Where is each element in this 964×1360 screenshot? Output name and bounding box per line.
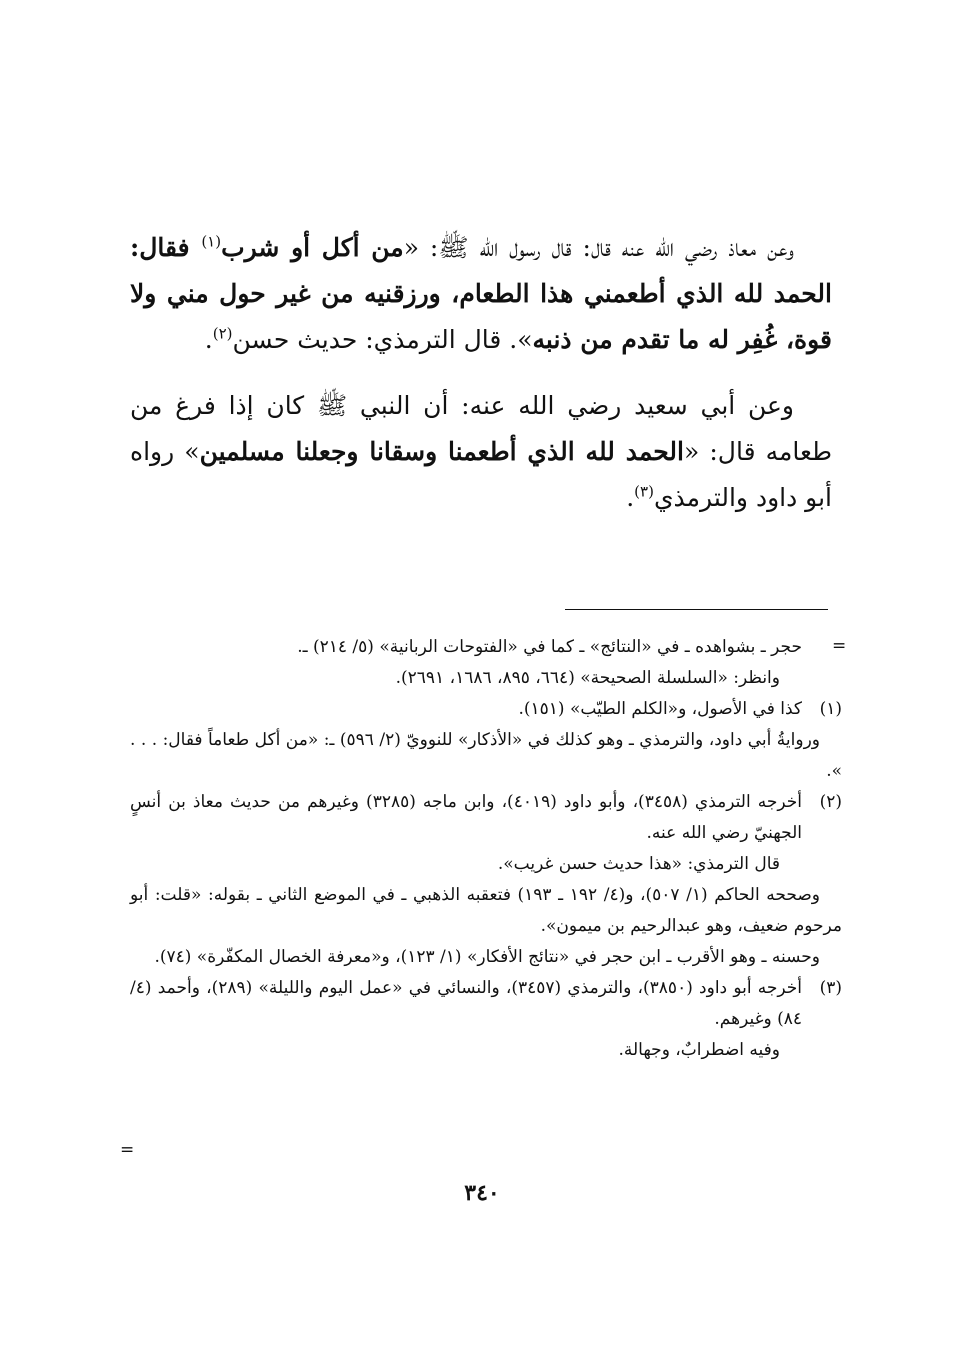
footnote-line: قال الترمذي: «هذا حديث حسن غريب».	[497, 854, 780, 874]
footnote-reference[interactable]: (٣)	[634, 482, 654, 501]
footnote-number: (٣)	[819, 978, 842, 998]
text-segment: ». قال الترمذي: حديث حسن	[232, 325, 533, 354]
hadith-quote: الحمد لله الذي أطعمني هذا الطعام، ورزقنيه من غير حول مني ولا قوة، غُفِر له ما تقدم من ذنبه	[130, 279, 832, 354]
footnote-line: أخرجه أبو داود (٣٨٥٠)، والترمذي (٣٤٥٧)، والنسائي في «عمل اليوم والليلة» (٢٨٩)، وأحمد (٤/ ٨٤) وغيرهم.	[130, 978, 802, 1029]
footnote-2	[130, 787, 842, 849]
footnote-reference[interactable]: (١)	[201, 232, 222, 251]
footnote-line: كذا في الأصول، و«الكلم الطيّب» (١٥١).	[518, 699, 802, 719]
footnote-reference[interactable]: (٢)	[212, 324, 233, 343]
continuation-mark-bottom: =	[120, 1140, 135, 1160]
footnotes	[130, 632, 842, 1066]
footnote-line: وصححه الحاكم (١/ ٥٠٧)، و(٤/ ١٩٢ ـ ١٩٣) فتعقبه الذهبي ـ في الموضع الثاني ـ بقوله: «قلت: أبو مرحوم ضعيف، وهو عبدالرحيم بن ميمون».	[130, 885, 842, 936]
footnote-line: وروايةُ أبي داود، والترمذي ـ وهو كذلك في «الأذكار» للنوويّ (٢/ ٥٩٦) ـ: «من أكل طعاماً فقال: . . . ».	[130, 730, 842, 781]
hadith-quote: من أكل أو شرب	[221, 233, 404, 262]
hadith-quote: فقال:	[130, 233, 202, 262]
text-segment: وعن أبي سعيد رضي الله عنه: أن النبي ﷺ كان إذا فرغ من طعامه قال: «	[130, 391, 832, 466]
footnote-line: أخرجه الترمذي (٣٤٥٨)، وأبو داود (٤٠١٩)، وابن ماجه (٣٢٨٥) وغيرهم من حديث معاذ بن أنسٍ الجهنيّ رضي الله عنه.	[130, 792, 802, 843]
footnote-line: وفيه اضطرابٌ، وجهالة.	[618, 1040, 780, 1060]
footnote-number: (١)	[819, 699, 842, 719]
text-segment: » رواه أبو داود والترمذي	[130, 437, 832, 512]
footnote-3-paragraph	[130, 1035, 842, 1066]
footnote-number: (٢)	[819, 792, 842, 812]
page-number: ٣٤٠	[464, 1180, 500, 1206]
text-segment: وعن معاذ رضي الله عنه قال: قال رسول الله ﷺ: «	[403, 233, 795, 262]
footnote-3	[130, 973, 842, 1035]
footnote-1	[130, 694, 842, 725]
footnote-1-paragraph	[130, 725, 842, 787]
footnote-2-paragraph	[130, 880, 842, 942]
continuation-mark-top: =	[832, 636, 847, 656]
text-segment: .	[626, 483, 635, 512]
footnote-2-paragraph	[130, 849, 842, 880]
hadith-paragraph-abu-said	[130, 383, 832, 521]
footnote-line: حجر ـ بشواهده ـ في «النتائج» ـ كما في «الفتوحات الربانية» (٥/ ٢١٤) ـ.	[297, 637, 802, 657]
footnote-separator	[565, 609, 828, 610]
hadith-quote: الحمد لله الذي أطعمنا وسقانا وجعلنا مسلمين	[199, 437, 684, 466]
hadith-paragraph-muadh	[130, 225, 832, 363]
footnote-continuation	[130, 632, 842, 694]
footnote-2-paragraph	[130, 942, 842, 973]
footnote-line: وانظر: «السلسلة الصحيحة» (٦٦٤، ٨٩٥، ١٦٨٦، ٢٦٩١).	[395, 668, 780, 688]
main-text	[130, 225, 832, 541]
footnote-line: وحسنه ـ وهو الأقرب ـ ابن حجر في «نتائج الأفكار» (١/ ١٢٣)، و«معرفة الخصال المكفّرة» (٧٤).	[154, 947, 820, 967]
text-segment: .	[204, 325, 213, 354]
